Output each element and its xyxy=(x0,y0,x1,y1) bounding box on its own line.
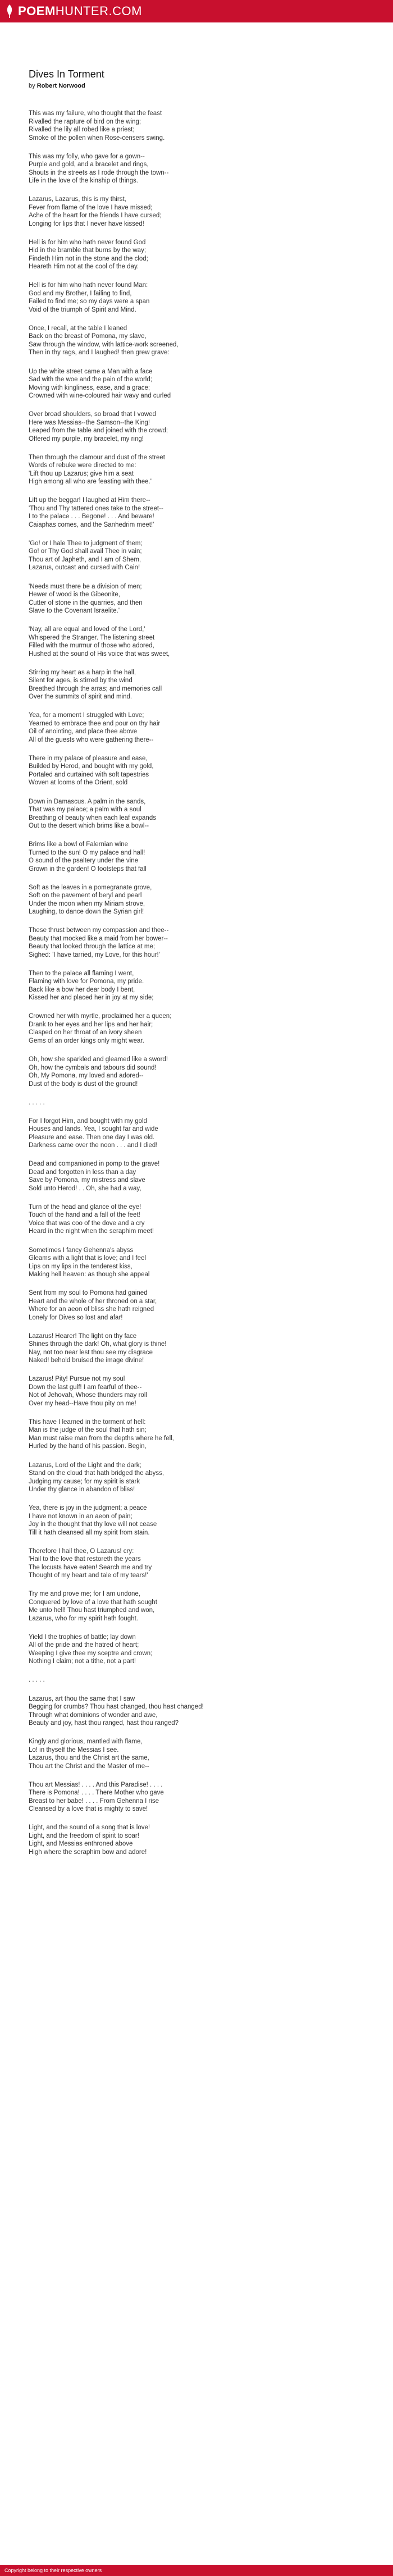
poem-line: Hurled by the hand of his passion. Begin, xyxy=(29,1443,147,1450)
poem-line: O sound of the psaltery under the vine xyxy=(29,857,138,865)
poem-line: Out to the desert which brims like a bowl-- xyxy=(29,823,149,829)
poem-line: God and my Brother, I failing to find, xyxy=(29,290,132,297)
poem-line: Sold unto Herod! . . Oh, she had a way, xyxy=(29,1185,141,1192)
poem-line: 'Go! or I hale Thee to judgment of them; xyxy=(29,540,143,547)
poem-line: Offered my purple, my bracelet, my ring! xyxy=(29,435,144,442)
poem-line: Findeth Him not in the stone and the clod; xyxy=(29,255,148,262)
poem-line: Laughing, to dance down the Syrian girl! xyxy=(29,908,144,916)
poem-line: Cutter of stone in the quarries, and then xyxy=(29,599,143,606)
poem-line: Voice that was coo of the dove and a cry xyxy=(29,1220,145,1227)
stanza xyxy=(29,625,365,658)
poem-line: Light, and Messias enthroned above xyxy=(29,1840,133,1848)
poem-line: Light, and the sound of a song that is love! xyxy=(29,1824,150,1831)
poem-line: Sighed: 'I have tarried, my Love, for this hour!' xyxy=(29,951,160,958)
poem-line: Hid in the bramble that burns by the way; xyxy=(29,247,147,254)
stanza xyxy=(29,1160,365,1193)
stanza xyxy=(29,1056,365,1088)
stanza xyxy=(29,841,365,873)
poem-line: Judging my cause; for my spirit is stark xyxy=(29,1478,140,1485)
site-header xyxy=(0,0,393,22)
poem-line: Filled with the murmur of those who adored, xyxy=(29,642,154,650)
poem-line: Joy in the thought that thy love will not cease xyxy=(29,1521,157,1528)
poem-body xyxy=(29,109,365,1856)
poem-line: High among all who are feasting with thee.' xyxy=(29,478,152,486)
stanza xyxy=(29,239,365,271)
poem-line: Flaming with love for Pomona, my pride. xyxy=(29,978,144,985)
poem-line: Brims like a bowl of Falernian wine xyxy=(29,841,129,848)
poem-line: There in my palace of pleasure and ease, xyxy=(29,755,148,762)
poem-line: 'Nay, all are equal and loved of the Lord,' xyxy=(29,626,145,633)
poem-line: High where the seraphim bow and adore! xyxy=(29,1848,147,1856)
poem-line: Shouts in the streets as I rode through the town-- xyxy=(29,169,169,176)
poem-line: Cleansed by a love that is mighty to save! xyxy=(29,1806,148,1813)
poem-line: 'Thou and Thy tattered ones take to the street-- xyxy=(29,505,163,512)
poem-line: Fever from flame of the love I have missed; xyxy=(29,204,153,211)
poem-line: Builded by Herod, and bought with my gold, xyxy=(29,763,154,770)
poem-line: Thou art the Christ and the Master of me-- xyxy=(29,1762,149,1770)
poem-line: Dead and forgotten in less than a day xyxy=(29,1168,136,1176)
stanza xyxy=(29,496,365,529)
stanza xyxy=(29,1203,365,1236)
stanza xyxy=(29,1117,365,1150)
stanza xyxy=(29,1418,365,1451)
poem-line: 'Hail to the love that restoreth the years xyxy=(29,1556,141,1563)
poem-line: Lazarus, art thou the same that I saw xyxy=(29,1695,135,1702)
poem-line: Over the summits of spirit and mind. xyxy=(29,693,132,701)
poem-content xyxy=(0,22,365,1856)
poem-line: This was my failure, who thought that the feast xyxy=(29,110,162,117)
poem-line: Stand on the cloud that hath bridged the abyss, xyxy=(29,1470,164,1477)
poem-line: Once, I recall, at the table I leaned xyxy=(29,325,127,332)
poem-line: I to the palace . . . Begone! . . . And beware! xyxy=(29,513,154,520)
poem-line: Over broad shoulders, so broad that I vowed xyxy=(29,411,156,418)
stanza xyxy=(29,1590,365,1623)
poem-line: Where for an aeon of bliss she hath reigned xyxy=(29,1306,154,1313)
poem-line: Sent from my soul to Pomona had gained xyxy=(29,1290,148,1297)
poem-line: Yea, there is joy in the judgment; a peace xyxy=(29,1505,147,1512)
poem-line: Sad with the woe and the pain of the world; xyxy=(29,376,152,383)
poem-line: Purple and gold, and a bracelet and rings, xyxy=(29,161,149,168)
poem-line: Dead and companioned in pomp to the grave! xyxy=(29,1161,160,1168)
poem-line: Me unto hell! Thou hast triumphed and won, xyxy=(29,1607,155,1614)
poem-line: Lift up the beggar! I laughed at Him there-- xyxy=(29,497,150,504)
poem-line: Then to the palace all flaming I went, xyxy=(29,970,134,977)
poem-line: Longing for lips that I never have kissed! xyxy=(29,220,144,227)
stanza xyxy=(29,1633,365,1666)
poem-line: Lazarus, Lazarus, this is my thirst, xyxy=(29,196,126,203)
stanza xyxy=(29,1012,365,1045)
poem-line: Lazarus! Hearer! The light on thy face xyxy=(29,1332,137,1340)
poem-line: Down the last gulf! I am fearful of thee-- xyxy=(29,1383,142,1391)
poem-line: Lazarus, Lord of the Light and the dark; xyxy=(29,1461,141,1469)
poem-line: Whispered the Stranger. The listening street xyxy=(29,634,155,641)
stanza xyxy=(29,454,365,486)
poem-line: Down in Damascus. A palm in the sands, xyxy=(29,798,146,805)
poem-byline xyxy=(29,83,365,89)
poem-line: The locusts have eaten! Search me and try xyxy=(29,1564,152,1571)
poem-line: Shines through the dark! Oh, what glory is thine! xyxy=(29,1341,167,1348)
poem-line: Slave to the Covenant Israelite.' xyxy=(29,608,120,615)
poem-line: For I forgot Him, and bought with my gold xyxy=(29,1117,147,1125)
logo-suffix: .COM xyxy=(108,4,142,18)
poem-line: Lo! in thyself the Messias I see. xyxy=(29,1746,119,1753)
poem-line: Under the moon when my Miriam strove, xyxy=(29,900,145,907)
poem-line: This was my folly, who gave for a gown-- xyxy=(29,153,145,160)
quill-logo-icon[interactable] xyxy=(4,4,15,19)
stanza xyxy=(29,1332,365,1365)
stanza xyxy=(29,711,365,744)
poem-line: Leaped from the table and joined with the crowd; xyxy=(29,427,168,435)
poem-line: Go! or Thy God shall avail Thee in vain; xyxy=(29,548,142,555)
poem-line: Save by Pomona, my mistress and slave xyxy=(29,1177,145,1184)
poem-line: Not of Jehovah, Whose thunders may roll xyxy=(29,1392,147,1399)
poem-line: Drank to her eyes and her lips and her hair; xyxy=(29,1021,153,1028)
poem-line: Oh, how the cymbals and tabours did sound! xyxy=(29,1064,157,1071)
poem-line: All of the pride and the hatred of heart; xyxy=(29,1642,139,1649)
poem-line: Breast to her babe! . . . . From Gehenna I rise xyxy=(29,1797,159,1805)
poem-line: Life in the love of the kinship of things. xyxy=(29,177,138,185)
poem-line: This have I learned in the torment of hell: xyxy=(29,1418,146,1426)
poem-line: Back on the breast of Pomona, my slave, xyxy=(29,333,147,340)
poem-line: Yield I the trophies of battle; lay down xyxy=(29,1633,136,1641)
poem-line: Saw through the window, with lattice-work screened, xyxy=(29,341,179,348)
poem-line: Weeping I give thee my sceptre and crown; xyxy=(29,1650,153,1657)
stanza xyxy=(29,669,365,701)
poem-line: All of the guests who were gathering there-- xyxy=(29,736,154,743)
stanza xyxy=(29,109,365,142)
poem-line: These thrust between my compassion and thee-- xyxy=(29,927,169,934)
poem-line: Lazarus, outcast and cursed with Cain! xyxy=(29,564,140,572)
stanza xyxy=(29,1547,365,1580)
poem-line: Man must raise man from the depths where he fell, xyxy=(29,1435,174,1442)
poem-line: Smoke of the pollen when Rose-censers swing. xyxy=(29,134,165,141)
poem-line: Under thy glance in abandon of bliss! xyxy=(29,1486,135,1493)
poem-line: Conquered by love of a love that hath sought xyxy=(29,1598,157,1606)
stanza xyxy=(29,281,365,314)
poem-line: Lazarus, who for my spirit hath fought. xyxy=(29,1615,138,1622)
poem-line: Thou art of Japheth, and I am of Shem, xyxy=(29,556,141,563)
stanza xyxy=(29,1781,365,1814)
poem-line: Man is the judge of the soul that hath sin; xyxy=(29,1427,147,1434)
stanza xyxy=(29,1738,365,1770)
poem-line: 'Needs must there be a division of men; xyxy=(29,583,142,590)
poem-line: Over my head--Have thou pity on me! xyxy=(29,1400,136,1407)
poem-line: Then through the clamour and dust of the street xyxy=(29,454,165,461)
poem-line: Lazarus! Pity! Pursue not my soul xyxy=(29,1376,125,1383)
poem-line: That was my palace; a palm with a soul xyxy=(29,806,141,813)
poem-line: Beauty that looked through the lattice at me; xyxy=(29,943,156,951)
poem-line: Soft as the leaves in a pomegranate grove, xyxy=(29,884,152,891)
poem-line: Thou art Messias! . . . . And this Paradise! . . . . xyxy=(29,1781,163,1788)
poem-line: Void of the triumph of Spirit and Mind. xyxy=(29,306,136,313)
poem-line: Rivalled the rapture of bird on the wing; xyxy=(29,118,141,125)
poem-line: Nay, not too near lest thou see my disgrace xyxy=(29,1349,153,1356)
poem-line: Hushed at the sound of His voice that was sweet, xyxy=(29,650,170,657)
stanza xyxy=(29,1099,365,1107)
stanza xyxy=(29,1824,365,1856)
poem-line: Portaled and curtained with soft tapestries xyxy=(29,771,149,778)
logo-bold: POEM xyxy=(18,4,56,18)
poem-line: Moving with kingliness, ease, and a grace; xyxy=(29,384,150,391)
poem-line: Kissed her and placed her in joy at my side; xyxy=(29,994,154,1002)
stanza xyxy=(29,368,365,400)
stanza xyxy=(29,755,365,787)
poem-line: Grown in the garden! O footsteps that fall xyxy=(29,865,147,873)
poem-line: Heart and the whole of her throned on a star, xyxy=(29,1298,157,1305)
stanza xyxy=(29,583,365,615)
poem-line: Light, and the freedom of spirit to soar! xyxy=(29,1832,139,1839)
stanza xyxy=(29,1461,365,1494)
stanza xyxy=(29,970,365,1002)
poem-line: Dust of the body is dust of the ground! xyxy=(29,1080,138,1088)
poem-line: Back like a bow her dear body I bent, xyxy=(29,986,135,993)
poem-line: Kingly and glorious, mantled with flame, xyxy=(29,1738,143,1746)
poem-line: Thought of my heart and tale of my tears!' xyxy=(29,1572,148,1579)
logo-thin: HUNTER xyxy=(55,4,109,18)
poem-line: Lonely for Dives so lost and afar! xyxy=(29,1314,123,1321)
poem-line: Try me and prove me; for I am undone, xyxy=(29,1591,140,1598)
copyright-text: Copyright belong to their respective owners xyxy=(4,2568,102,2573)
poem-line: Up the white street came a Man with a face xyxy=(29,368,153,375)
stanza xyxy=(29,798,365,830)
stanza xyxy=(29,325,365,357)
poem-author-link[interactable]: Robert Norwood xyxy=(36,83,85,89)
poem-line: Darkness came over the noon . . . and I died! xyxy=(29,1142,158,1149)
stanza xyxy=(29,1504,365,1537)
poem-line: Turned to the sun! O my palace and hall! xyxy=(29,849,145,856)
byline-prefix: by xyxy=(29,83,35,89)
poem-line: Sometimes I fancy Gehenna's abyss xyxy=(29,1246,134,1254)
stanza xyxy=(29,926,365,959)
poem-line: Lips on my lips in the tenderest kiss, xyxy=(29,1263,132,1270)
poem-line: Till it hath cleansed all my spirit from stain. xyxy=(29,1529,150,1536)
poem-line: Therefore I hail thee, O Lazarus! cry: xyxy=(29,1547,134,1555)
poem-line: Words of rebuke were directed to me: xyxy=(29,462,136,469)
poem-line: Caiaphas comes, and the Sanhedrim meet!' xyxy=(29,521,154,528)
stanza xyxy=(29,540,365,572)
poem-title: Dives In Torment xyxy=(29,68,104,80)
poem-line: . . . . . xyxy=(29,1677,45,1684)
poem-line: Beauty that mocked like a maid from her bower-- xyxy=(29,935,168,942)
poem-line: Ache of the heart for the friends I have cursed; xyxy=(29,212,162,220)
poem-line: Soft on the pavement of beryl and pearl xyxy=(29,892,142,899)
site-footer xyxy=(0,2565,393,2576)
poem-line: Through what dominions of wonder and awe, xyxy=(29,1711,158,1719)
poem-line: Yea, for a moment I struggled with Love; xyxy=(29,712,144,719)
poem-line: Crowned with wine-coloured hair wavy and curled xyxy=(29,392,171,400)
stanza xyxy=(29,1375,365,1408)
poem-line: Gems of an order kings only might wear. xyxy=(29,1037,144,1044)
poem-line: Failed to find me; so my days were a span xyxy=(29,298,150,305)
poem-line: 'Lift thou up Lazarus; give him a seat xyxy=(29,470,134,477)
poem-line: Oh, My Pomona, my loved and adored-- xyxy=(29,1072,144,1080)
poem-line: Hell is for him who hath never found Man: xyxy=(29,282,148,289)
poem-line: I have not known in an aeon of pain; xyxy=(29,1513,132,1520)
poem-line: Gleams with a light that is love; and I feel xyxy=(29,1255,147,1262)
poem-line: Begging for crumbs? Thou hast changed, thou hast changed! xyxy=(29,1703,204,1711)
poem-line: Silent for ages, is stirred by the wind xyxy=(29,677,132,684)
poem-line: Houses and lands. Yea, I sought far and wide xyxy=(29,1126,158,1133)
poem-line: Turn of the head and glance of the eye! xyxy=(29,1203,141,1211)
stanza xyxy=(29,1695,365,1728)
stanza xyxy=(29,410,365,443)
poem-line: Beauty and joy, hast thou ranged, hast thou ranged? xyxy=(29,1720,179,1727)
poem-line: Heareth Him not at the cool of the day. xyxy=(29,263,139,271)
stanza xyxy=(29,195,365,228)
stanza xyxy=(29,1289,365,1322)
poem-line: Naked! behold bruised the image divine! xyxy=(29,1357,144,1364)
poem-line: Oil of anointing, and place thee above xyxy=(29,728,138,736)
poem-line: . . . . . xyxy=(29,1099,45,1106)
stanza xyxy=(29,1246,365,1279)
poem-line: Stirring my heart as a harp in the hall, xyxy=(29,669,136,676)
poem-line: Nothing I claim; not a tithe, not a part! xyxy=(29,1658,136,1665)
poem-line: Crowned her with myrtle, proclaimed her a queen; xyxy=(29,1013,172,1020)
poem-line: Rivalled the lily all robed like a priest; xyxy=(29,126,135,133)
poem-line: Hell is for him who hath never found God xyxy=(29,239,146,246)
site-logo[interactable] xyxy=(18,4,142,19)
poem-line: Clasped on her throat of an ivory sheen xyxy=(29,1029,142,1036)
poem-line: Heard in the night when the seraphim meet! xyxy=(29,1228,154,1235)
poem-line: Oh, how she sparkled and gleamed like a sword! xyxy=(29,1056,168,1063)
poem-line: Pleasure and ease. Then one day I was old. xyxy=(29,1134,155,1141)
poem-line: Breathed through the arras; and memories call xyxy=(29,685,162,692)
stanza xyxy=(29,884,365,916)
poem-line: Making hell heaven: as though she appeal xyxy=(29,1271,150,1278)
poem-line: Breathing of beauty when each leaf expands xyxy=(29,814,156,821)
poem-line: Here was Messias--the Samson--the King! xyxy=(29,419,150,426)
poem-line: Hewer of wood is the Gibeonite, xyxy=(29,591,121,599)
poem-line: Woven at looms of the Orient, sold xyxy=(29,779,128,787)
poem-line: Then in thy rags, and I laughed! then grew grave: xyxy=(29,349,170,357)
poem-line: There is Pomona! . . . . There Mother who gave xyxy=(29,1789,164,1797)
poem-line: Touch of the hand and a fall of the feet! xyxy=(29,1212,140,1219)
stanza xyxy=(29,1676,365,1684)
poem-line: Lazarus, thou and the Christ art the same, xyxy=(29,1755,149,1762)
poem-line: Yearned to embrace thee and pour on thy hair xyxy=(29,720,161,727)
stanza xyxy=(29,153,365,185)
